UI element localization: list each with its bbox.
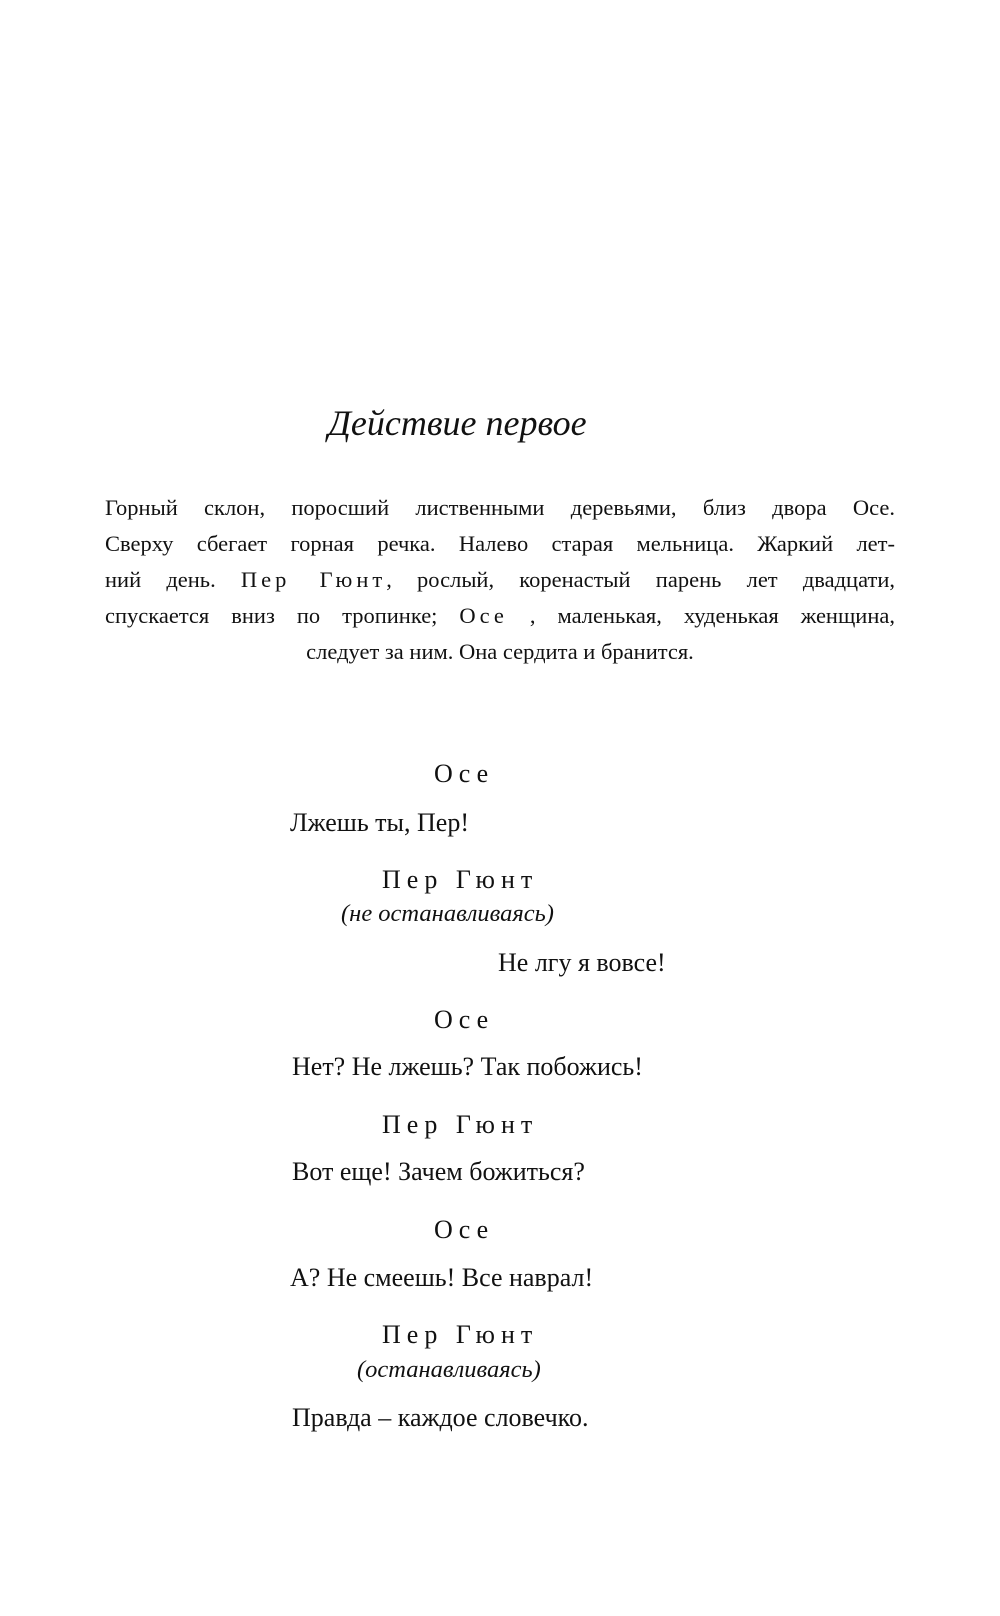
stage-direction-intro [105,490,895,670]
intro-line: следует за ним. Она сердита и бранится. [306,639,694,664]
stage-direction: (останавливаясь) [357,1356,541,1383]
intro-line: Сверху сбегает горная речка. Налево старая мельница. Жаркий лет- [105,531,895,556]
character-name-inline: Пер Гюнт [240,567,387,592]
intro-line: ний день. Пер Гюнт, рослый, коренастый парень лет двадцати, [105,567,895,592]
speaker-name: Осе [434,1215,495,1244]
verse-line: Вот еще! Зачем божиться? [292,1157,585,1186]
verse-line: Правда – каждое словечко. [292,1403,589,1432]
speaker-name: Пер Гюнт [382,865,539,894]
verse-line: Лжешь ты, Пер! [290,808,469,837]
speaker-name: Осе [434,759,495,788]
verse-line: Не лгу я вовсе! [498,948,666,977]
character-name-inline: Осе [459,603,508,628]
intro-line: спускается вниз по тропинке; Осе , маленькая, худенькая женщина, [105,603,895,628]
intro-line: Горный склон, поросший лиственными деревьями, близ двора Осе. [105,495,895,520]
speaker-name: Пер Гюнт [382,1320,539,1349]
speaker-name: Осе [434,1005,495,1034]
stage-direction: (не останавливаясь) [341,900,554,927]
speaker-name: Пер Гюнт [382,1110,539,1139]
verse-line: Нет? Не лжешь? Так побожись! [292,1052,643,1081]
verse-line: А? Не смеешь! Все наврал! [290,1263,594,1292]
act-title: Действие первое [328,403,587,443]
